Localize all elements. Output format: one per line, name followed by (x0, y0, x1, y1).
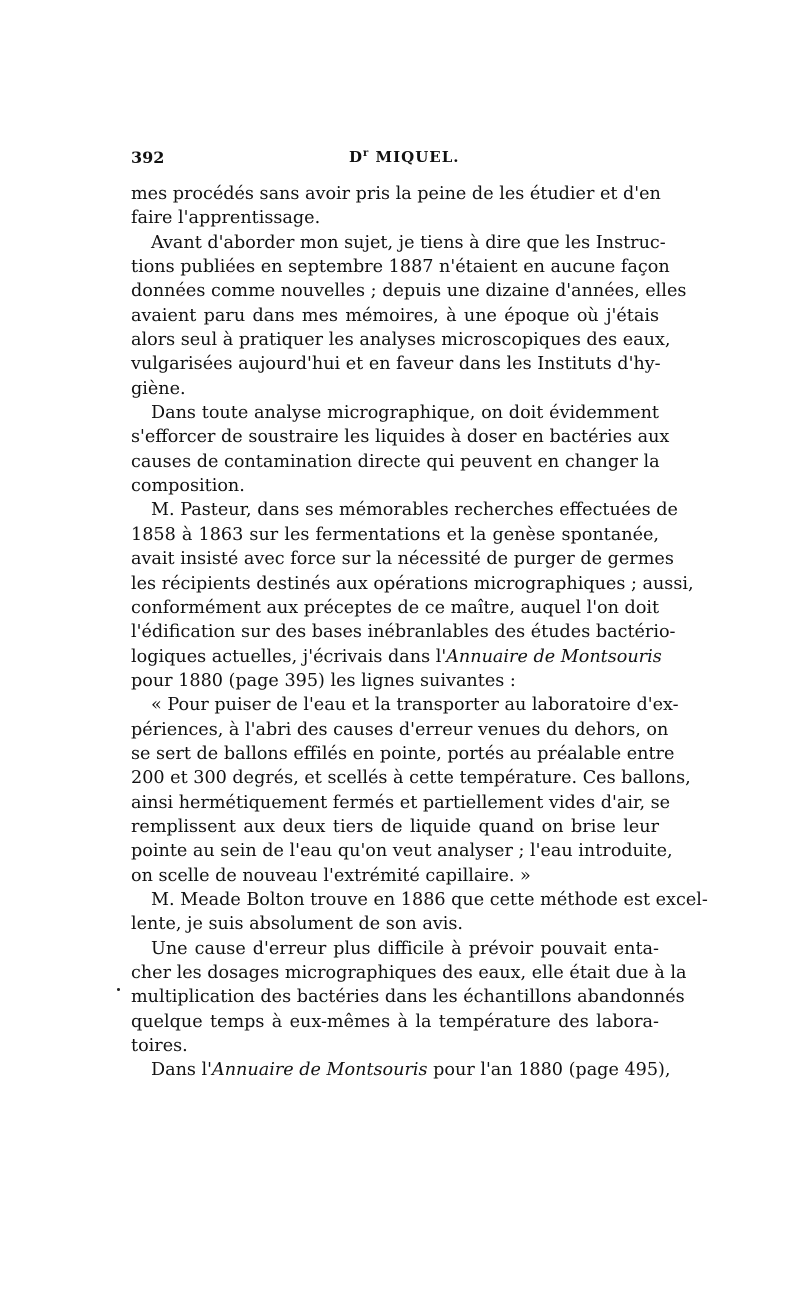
author-name: MIQUEL. (369, 148, 460, 166)
text-line: Dans l'Annuaire de Montsouris pour l'an 1880 (page 495), (151, 1060, 671, 1081)
author-superscript: r (363, 148, 370, 159)
text-line: composition. (131, 476, 245, 497)
page-header (131, 148, 659, 174)
text-line: avait insisté avec force sur la nécessité de purger de germes (131, 549, 674, 570)
text-line: causes de contamination directe qui peuvent en changer la (131, 451, 660, 472)
text-line: périences, à l'abri des causes d'erreur venues du dehors, on (131, 719, 669, 740)
text-line: pour 1880 (page 395) les lignes suivantes : (131, 670, 516, 691)
text-line: Une cause d'erreur plus difficile à prévoir pouvait enta- (151, 938, 659, 959)
text-line: tions publiées en septembre 1887 n'étaient en aucune façon (131, 257, 670, 278)
text-line: pointe au sein de l'eau qu'on veut analyser ; l'eau introduite, (131, 841, 673, 862)
italic-title: Annuaire de Montsouris (212, 1060, 428, 1081)
text-line: données comme nouvelles ; depuis une dizaine d'années, elles (131, 281, 687, 302)
text-line: faire l'apprentissage. (131, 208, 321, 229)
text-line: multiplication des bactéries dans les échantillons abandonnés (131, 987, 685, 1008)
text-line: cher les dosages micrographiques des eaux, elle était due à la (131, 963, 687, 983)
print-speck (117, 988, 120, 991)
author-prefix: D (349, 148, 364, 166)
text-line: M. Meade Bolton trouve en 1886 que cette méthode est excel- (151, 889, 708, 910)
running-head (349, 148, 460, 166)
text-line: avaient paru dans mes mémoires, à une époque où j'étais (131, 305, 659, 326)
text-line: giène. (131, 378, 186, 399)
text-line: se sert de ballons effilés en pointe, portés au préalable entre (131, 743, 675, 764)
body-text (131, 182, 708, 1083)
text-line: on scelle de nouveau l'extrémité capillaire. » (131, 865, 531, 886)
text-line: les récipients destinés aux opérations micrographiques ; aussi, (131, 573, 694, 594)
text-line: ainsi hermétiquement fermés et partiellement vides d'air, se (131, 792, 671, 813)
text-line: vulgarisées aujourd'hui et en faveur dans les Instituts d'hy- (131, 354, 661, 375)
text-line: 1858 à 1863 sur les fermentations et la genèse spontanée, (131, 524, 659, 545)
text-line: alors seul à pratiquer les analyses microscopiques des eaux, (131, 330, 671, 351)
text-line: Avant d'aborder mon sujet, je tiens à dire que les Instruc- (151, 232, 666, 253)
text-line: logiques actuelles, j'écrivais dans l'Annuaire de Montsouris (131, 646, 662, 667)
text-line: toires. (131, 1036, 188, 1057)
text-line: 200 et 300 degrés, et scellés à cette température. Ces ballons, (131, 768, 691, 789)
text-line: remplissent aux deux tiers de liquide quand on brise leur (131, 816, 659, 837)
text-line: quelque temps à eux-mêmes à la température des labora- (131, 1011, 659, 1032)
text-line: conformément aux préceptes de ce maître, auquel l'on doit (131, 597, 660, 618)
text-line: M. Pasteur, dans ses mémorables recherches effectuées de (151, 500, 678, 521)
text-line: s'efforcer de soustraire les liquides à doser en bactéries aux (131, 427, 670, 448)
page-number: 392 (131, 148, 165, 167)
italic-title: Annuaire de Montsouris (446, 646, 662, 667)
text-line: « Pour puiser de l'eau et la transporter au laboratoire d'ex- (151, 695, 679, 716)
text-line: mes procédés sans avoir pris la peine de les étudier et d'en (131, 184, 661, 204)
text-line: lente, je suis absolument de son avis. (131, 914, 464, 935)
text-line: l'édification sur des bases inébranlables des études bactério- (131, 622, 676, 643)
text-line: Dans toute analyse micrographique, on doit évidemment (151, 403, 659, 424)
